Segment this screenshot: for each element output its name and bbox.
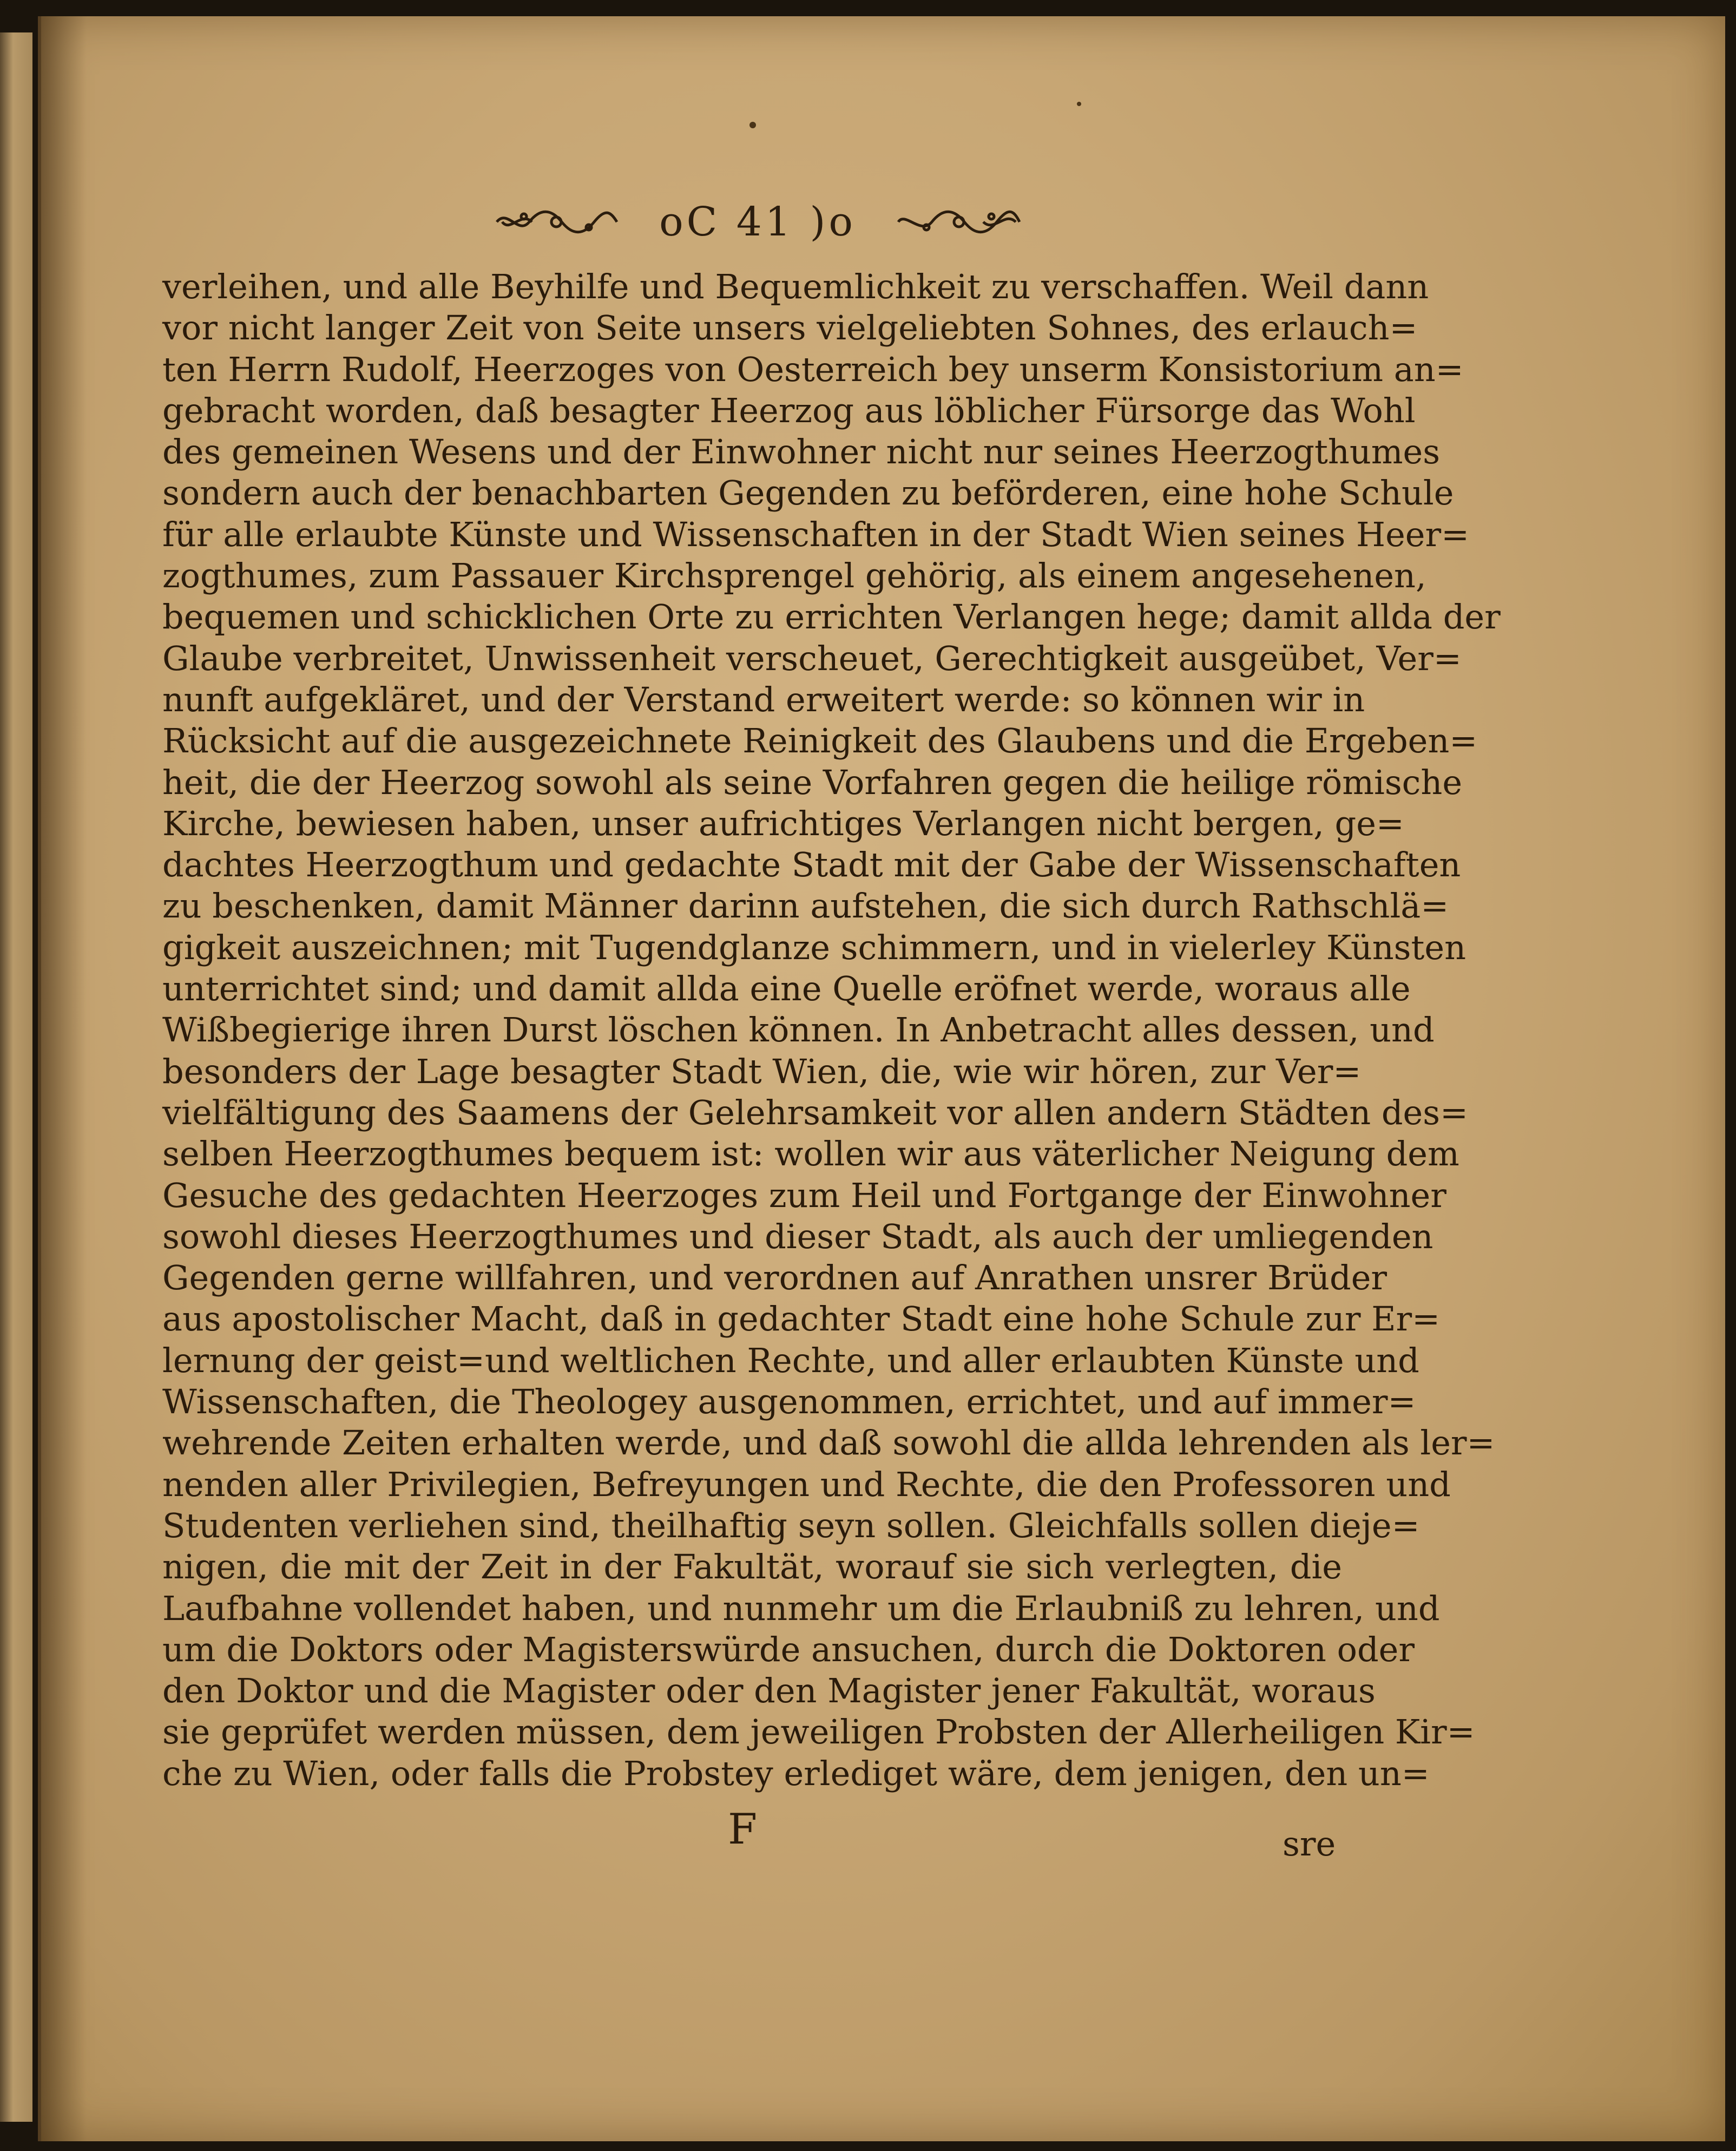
text-line: heit, die der Heerzog sowohl als seine Vorfahren gegen die heilige römische: [162, 762, 1463, 802]
text-line: verleihen, und alle Beyhilfe und Bequemlichkeit zu verschaffen. Weil dann: [162, 267, 1429, 306]
text-line: besonders der Lage besagter Stadt Wien, die, wie wir hören, zur Ver=: [162, 1051, 1362, 1091]
text-line: vielfältigung des Saamens der Gelehrsamkeit vor allen andern Städten des=: [162, 1092, 1469, 1132]
left-ornament-icon: [491, 206, 621, 238]
text-line: wehrende Zeiten erhalten werde, und daß sowohl die allda lehrenden als ler=: [162, 1423, 1495, 1463]
text-line: Wissenschaften, die Theologey ausgenommen, errichtet, und auf immer=: [162, 1382, 1416, 1422]
text-line: zogthumes, zum Passauer Kirchsprengel gehörig, als einem angesehenen,: [162, 556, 1426, 596]
text-line: zu beschenken, damit Männer darinn aufstehen, die sich durch Rathschlä=: [162, 886, 1449, 926]
text-line: sowohl dieses Heerzogthumes und dieser Stadt, als auch der umliegenden: [162, 1216, 1433, 1256]
ink-spot: [749, 122, 756, 128]
previous-page-edge: [0, 32, 32, 2122]
text-line: sie geprüfet werden müssen, dem jeweiligen Probsten der Allerheiligen Kir=: [162, 1712, 1475, 1752]
text-line: den Doktor und die Magister oder den Magister jener Fakultät, woraus: [162, 1671, 1376, 1711]
text-line: aus apostolischer Macht, daß in gedachter Stadt eine hohe Schule zur Er=: [162, 1299, 1441, 1339]
text-line: gebracht worden, daß besagter Heerzog aus löblicher Fürsorge das Wohl: [162, 390, 1416, 430]
ink-spot: [1077, 102, 1081, 106]
text-line: um die Doktors oder Magisterswürde ansuchen, durch die Doktoren oder: [162, 1629, 1415, 1669]
text-line: nigen, die mit der Zeit in der Fakultät, worauf sie sich verlegten, die: [162, 1547, 1342, 1587]
text-line: Rücksicht auf die ausgezeichnete Reinigkeit des Glaubens und die Ergeben=: [162, 721, 1478, 761]
page-gutter-shadow: [38, 16, 87, 2141]
text-line: nenden aller Privilegien, Befreyungen und Rechte, die den Professoren und: [162, 1464, 1451, 1504]
body-text: [162, 266, 1501, 1794]
signature-mark: F: [728, 1805, 758, 1854]
text-line: gigkeit auszeichnen; mit Tugendglanze schimmern, und in vielerley Künsten: [162, 927, 1467, 967]
text-line: unterrichtet sind; und damit allda eine Quelle eröfnet werde, woraus alle: [162, 969, 1411, 1009]
text-line: Gegenden gerne willfahren, und verordnen auf Anrathen unsrer Brüder: [162, 1258, 1388, 1298]
text-line: sondern auch der benachbarten Gegenden zu beförderen, eine hohe Schule: [162, 473, 1454, 513]
text-line: für alle erlaubte Künste und Wissenschaften in der Stadt Wien seines Heer=: [162, 514, 1470, 554]
catchword: sre: [1283, 1824, 1336, 1864]
text-line: Gesuche des gedachten Heerzoges zum Heil und Fortgange der Einwohner: [162, 1175, 1446, 1215]
text-line: vor nicht langer Zeit von Seite unsers vielgeliebten Sohnes, des erlauch=: [162, 308, 1418, 348]
text-line: che zu Wien, oder falls die Probstey erlediget wäre, dem jenigen, den un=: [162, 1753, 1430, 1793]
text-line: bequemen und schicklichen Orte zu errichten Verlangen hege; damit allda der: [162, 597, 1501, 637]
text-line: lernung der geist=und weltlichen Rechte, und aller erlaubten Künste und: [162, 1340, 1419, 1380]
text-line: selben Heerzogthumes bequem ist: wollen wir aus väterlicher Neigung dem: [162, 1134, 1459, 1174]
text-line: Glaube verbreitet, Unwissenheit verscheuet, Gerechtigkeit ausgeübet, Ver=: [162, 638, 1462, 678]
text-line: des gemeinen Wesens und der Einwohner nicht nur seines Heerzogthumes: [162, 432, 1441, 472]
page-header: [487, 192, 1028, 252]
text-line: Kirche, bewiesen haben, unser aufrichtiges Verlangen nicht bergen, ge=: [162, 803, 1404, 843]
page-number: oC 41 )o: [659, 199, 856, 245]
text-line: ten Herrn Rudolf, Heerzoges von Oesterreich bey unserm Konsistorium an=: [162, 349, 1464, 389]
text-line: Wißbegierige ihren Durst löschen können. In Anbetracht alles dessen, und: [162, 1010, 1435, 1050]
text-line: nunft aufgekläret, und der Verstand erweitert werde: so können wir in: [162, 679, 1365, 719]
right-ornament-icon: [894, 206, 1024, 238]
text-line: Laufbahne vollendet haben, und nunmehr um die Erlaubniß zu lehren, und: [162, 1588, 1440, 1628]
text-line: dachtes Heerzogthum und gedachte Stadt mit der Gabe der Wissenschaften: [162, 845, 1461, 885]
text-line: Studenten verliehen sind, theilhaftig seyn sollen. Gleichfalls sollen dieje=: [162, 1505, 1420, 1545]
